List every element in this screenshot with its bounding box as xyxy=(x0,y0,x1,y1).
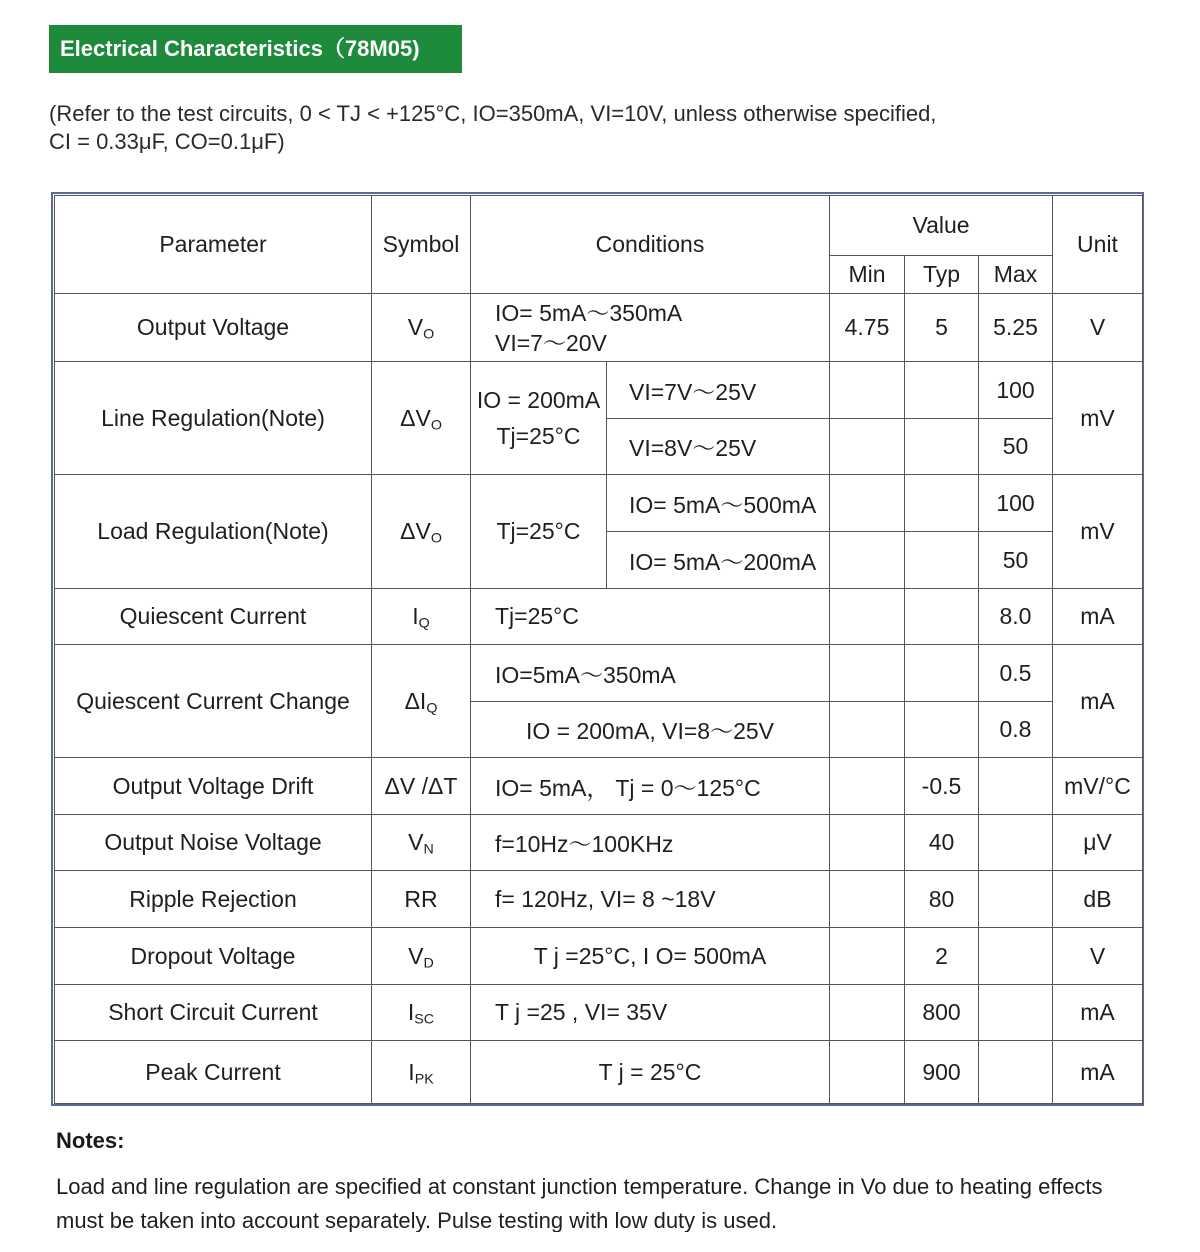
max-load-regulation-1: 100 xyxy=(979,475,1053,532)
row-peak-current xyxy=(55,1041,1143,1104)
symbol-short-circuit-current: $I_{SC}$ xyxy=(372,985,471,1041)
min-line-regulation-2 xyxy=(830,419,905,475)
header-unit: Unit xyxy=(1053,196,1143,294)
cond-load-regulation-1: IO= 5mA～500mA xyxy=(607,475,830,532)
cond-dropout-voltage: T j =25°C, I O= 500mA xyxy=(471,928,830,985)
param-line-regulation: Line Regulation(Note) xyxy=(55,362,372,475)
cond-ripple-rejection: f= 120Hz, VI= 8 ~18V xyxy=(471,871,830,928)
cond-output-noise-voltage: f=10Hz～100KHz xyxy=(471,815,830,871)
typ-output-voltage-drift: -0.5 xyxy=(905,758,979,815)
row-load-regulation xyxy=(55,475,1143,532)
min-output-voltage-drift xyxy=(830,758,905,815)
unit-quiescent-current: mA xyxy=(1053,589,1143,645)
test-conditions-note xyxy=(49,100,1149,156)
unit-dropout-voltage: V xyxy=(1053,928,1143,985)
max-output-voltage-drift xyxy=(979,758,1053,815)
unit-output-voltage: V xyxy=(1053,294,1143,362)
symbol-load-regulation: $\Delta V_O$ xyxy=(372,475,471,589)
param-ripple-rejection: Ripple Rejection xyxy=(55,871,372,928)
cond-output-voltage-drift: IO= 5mA， Tj = 0～125°C xyxy=(471,758,830,815)
typ-quiescent-current-change-2 xyxy=(905,702,979,758)
section-title: Electrical Characteristics（78M05) xyxy=(60,36,420,61)
cond-line-regulation-current: IO = 200mA xyxy=(476,387,601,413)
cond-short-circuit-current: T j =25 , VI= 35V xyxy=(471,985,830,1041)
param-output-voltage: Output Voltage xyxy=(55,294,372,362)
symbol-peak-current: $I_{PK}$ xyxy=(372,1041,471,1104)
typ-output-voltage: 5 xyxy=(905,294,979,362)
param-load-regulation: Load Regulation(Note) xyxy=(55,475,372,589)
min-load-regulation-2 xyxy=(830,532,905,589)
symbol-quiescent-current-change: $\Delta I_Q$ xyxy=(372,645,471,758)
cond-line-regulation-1: VI=7V～25V xyxy=(607,362,830,419)
max-quiescent-current-change-2: 0.8 xyxy=(979,702,1053,758)
max-output-voltage: 5.25 xyxy=(979,294,1053,362)
cond-peak-current: T j = 25°C xyxy=(471,1041,830,1104)
electrical-characteristics-table xyxy=(54,195,1143,1104)
param-output-noise-voltage: Output Noise Voltage xyxy=(55,815,372,871)
max-quiescent-current-change-1: 0.5 xyxy=(979,645,1053,702)
header-row xyxy=(55,196,1143,256)
header-max: Max xyxy=(979,256,1053,294)
header-typ: Typ xyxy=(905,256,979,294)
cond-load-regulation-2: IO= 5mA～200mA xyxy=(607,532,830,589)
param-short-circuit-current: Short Circuit Current xyxy=(55,985,372,1041)
min-quiescent-current-change-1 xyxy=(830,645,905,702)
min-load-regulation-1 xyxy=(830,475,905,532)
cond-line-regulation-main xyxy=(471,362,607,475)
symbol-output-noise-voltage: $V_N$ xyxy=(372,815,471,871)
row-output-noise-voltage xyxy=(55,815,1143,871)
unit-output-voltage-drift: mV/°C xyxy=(1053,758,1143,815)
unit-short-circuit-current: mA xyxy=(1053,985,1143,1041)
param-quiescent-current-change: Quiescent Current Change xyxy=(55,645,372,758)
cond-output-voltage xyxy=(471,294,830,362)
unit-peak-current: mA xyxy=(1053,1041,1143,1104)
unit-load-regulation: mV xyxy=(1053,475,1143,589)
param-output-voltage-drift: Output Voltage Drift xyxy=(55,758,372,815)
min-quiescent-current-change-2 xyxy=(830,702,905,758)
cond-line-regulation-temp: Tj=25°C xyxy=(496,423,581,449)
typ-ripple-rejection: 80 xyxy=(905,871,979,928)
param-dropout-voltage: Dropout Voltage xyxy=(55,928,372,985)
typ-load-regulation-1 xyxy=(905,475,979,532)
typ-quiescent-current xyxy=(905,589,979,645)
header-symbol: Symbol xyxy=(372,196,471,294)
max-output-noise-voltage xyxy=(979,815,1053,871)
symbol-quiescent-current: $I_Q$ xyxy=(372,589,471,645)
max-peak-current xyxy=(979,1041,1053,1104)
min-quiescent-current xyxy=(830,589,905,645)
unit-output-noise-voltage: μV xyxy=(1053,815,1143,871)
row-quiescent-current-change xyxy=(55,645,1143,702)
cond-line-regulation-2: VI=8V～25V xyxy=(607,419,830,475)
min-output-voltage: 4.75 xyxy=(830,294,905,362)
cond-output-voltage-line-1: IO= 5mA～350mA xyxy=(495,299,683,326)
cond-output-voltage-line-2: VI=7～20V xyxy=(495,329,607,356)
test-conditions-line-2: CI = 0.33μF, CO=0.1μF) xyxy=(49,129,285,154)
row-dropout-voltage xyxy=(55,928,1143,985)
unit-ripple-rejection: dB xyxy=(1053,871,1143,928)
param-peak-current: Peak Current xyxy=(55,1041,372,1104)
header-min: Min xyxy=(830,256,905,294)
max-dropout-voltage xyxy=(979,928,1053,985)
max-short-circuit-current xyxy=(979,985,1053,1041)
min-output-noise-voltage xyxy=(830,815,905,871)
row-output-voltage xyxy=(55,294,1143,362)
min-dropout-voltage xyxy=(830,928,905,985)
typ-short-circuit-current: 800 xyxy=(905,985,979,1041)
typ-peak-current: 900 xyxy=(905,1041,979,1104)
cond-quiescent-current-change-2: IO = 200mA, VI=8～25V xyxy=(471,702,830,758)
typ-line-regulation-2 xyxy=(905,419,979,475)
unit-line-regulation: mV xyxy=(1053,362,1143,475)
typ-quiescent-current-change-1 xyxy=(905,645,979,702)
row-short-circuit-current xyxy=(55,985,1143,1041)
min-peak-current xyxy=(830,1041,905,1104)
symbol-output-voltage: $V_O$ xyxy=(372,294,471,362)
notes-heading: Notes: xyxy=(56,1128,125,1153)
min-line-regulation-1 xyxy=(830,362,905,419)
symbol-line-regulation: $\Delta V_O$ xyxy=(372,362,471,475)
max-quiescent-current: 8.0 xyxy=(979,589,1053,645)
header-conditions: Conditions xyxy=(471,196,830,294)
cond-quiescent-current: Tj=25°C xyxy=(471,589,830,645)
symbol-dropout-voltage: $V_D$ xyxy=(372,928,471,985)
param-quiescent-current: Quiescent Current xyxy=(55,589,372,645)
typ-dropout-voltage: 2 xyxy=(905,928,979,985)
unit-quiescent-current-change: mA xyxy=(1053,645,1143,758)
symbol-ripple-rejection: RR xyxy=(372,871,471,928)
section-title-banner xyxy=(49,25,462,73)
row-quiescent-current xyxy=(55,589,1143,645)
row-output-voltage-drift xyxy=(55,758,1143,815)
header-parameter: Parameter xyxy=(55,196,372,294)
row-ripple-rejection xyxy=(55,871,1143,928)
typ-line-regulation-1 xyxy=(905,362,979,419)
max-line-regulation-2: 50 xyxy=(979,419,1053,475)
max-line-regulation-1: 100 xyxy=(979,362,1053,419)
typ-output-noise-voltage: 40 xyxy=(905,815,979,871)
max-load-regulation-2: 50 xyxy=(979,532,1053,589)
max-ripple-rejection xyxy=(979,871,1053,928)
cond-load-regulation-main: Tj=25°C xyxy=(471,475,607,589)
row-line-regulation xyxy=(55,362,1143,419)
min-ripple-rejection xyxy=(830,871,905,928)
symbol-output-voltage-drift: ΔV /ΔT xyxy=(372,758,471,815)
notes-text: Load and line regulation are specified at constant junction temperature. Change in Vo due to heating effects must be taken into account separately. Pulse testing with low duty is used. xyxy=(56,1174,1103,1232)
min-short-circuit-current xyxy=(830,985,905,1041)
header-value: Value xyxy=(830,196,1053,256)
test-conditions-line-1: (Refer to the test circuits, 0 < TJ < +125°C, IO=350mA, VI=10V, unless otherwise specified, xyxy=(49,101,937,126)
typ-load-regulation-2 xyxy=(905,532,979,589)
cond-quiescent-current-change-1: IO=5mA～350mA xyxy=(471,645,830,702)
